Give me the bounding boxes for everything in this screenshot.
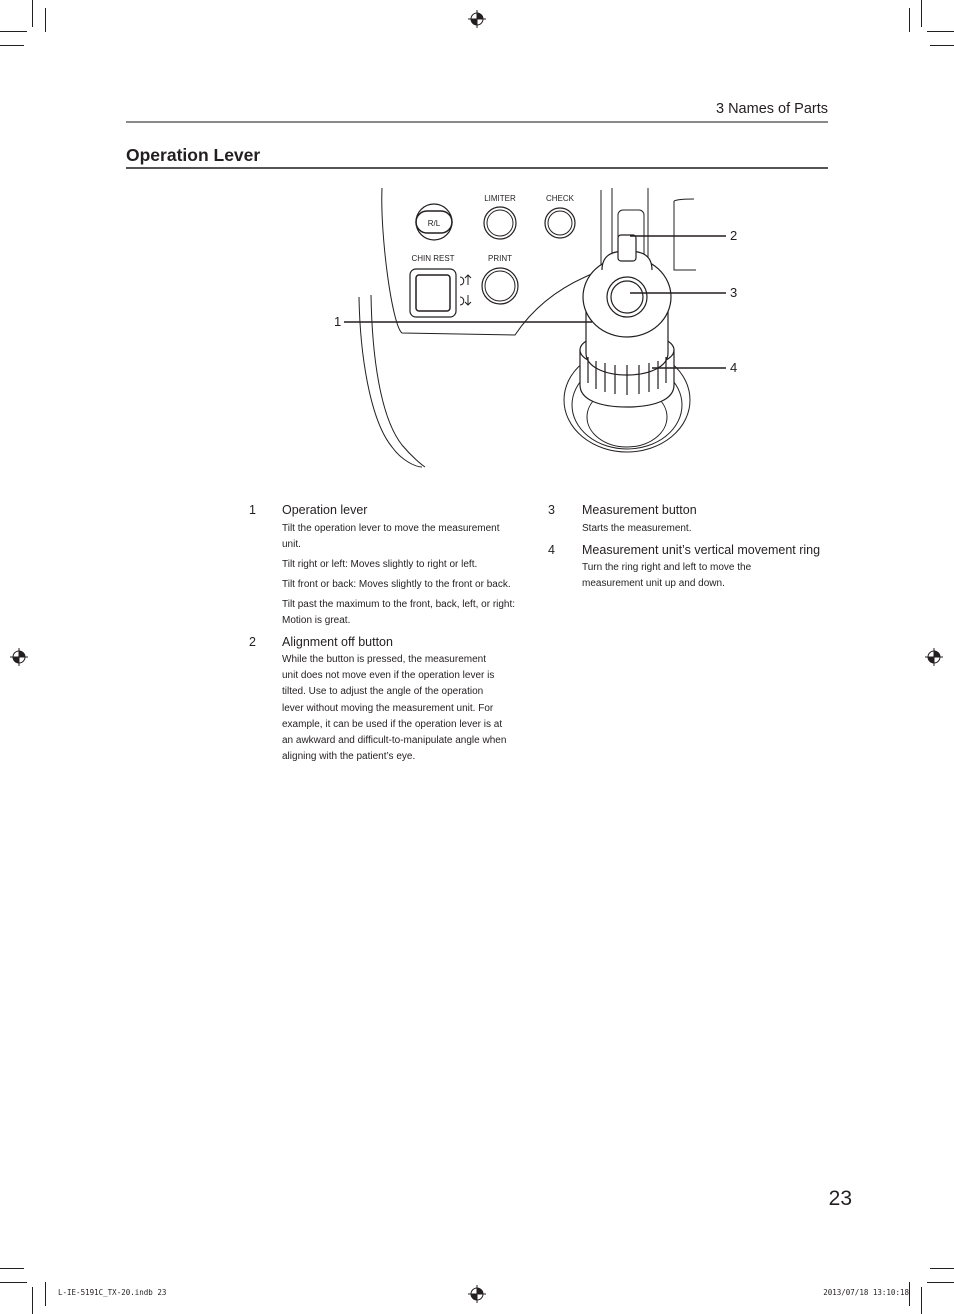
crop-mark — [909, 8, 910, 32]
page-title: Operation Lever — [126, 145, 261, 165]
limiter-label: LIMITER — [484, 194, 516, 203]
crop-mark — [930, 1268, 954, 1269]
crop-mark — [921, 1287, 922, 1314]
footer-file-info: L-IE-5191C_TX-20.indb 23 — [58, 1288, 167, 1297]
crop-mark — [927, 1282, 954, 1283]
section-header: 3 Names of Parts — [715, 101, 828, 117]
registration-mark-icon — [925, 648, 943, 666]
item-number: 4 — [548, 543, 555, 557]
item-description: Starts the measurement. — [582, 523, 692, 534]
item-description: Tilt right or left: Moves slightly to right or left. — [282, 559, 478, 570]
callout-2: 2 — [730, 228, 738, 243]
item-number: 1 — [249, 503, 256, 517]
item-number: 3 — [548, 503, 555, 517]
callout-1: 1 — [334, 314, 342, 329]
crop-mark — [921, 0, 922, 27]
page-number: 23 — [828, 1187, 852, 1210]
crop-mark — [0, 1268, 24, 1269]
item-number: 2 — [249, 635, 256, 649]
footer-timestamp: 2013/07/18 13:10:18 — [823, 1288, 909, 1297]
registration-mark-icon — [468, 10, 486, 28]
item-description: While the button is pressed, the measurement unit does not move even if the operation lever is tilted. Use to adjust the angle of the operation lever without moving the measurement unit. For example, it can be used if the operation lever is at an awkward and difficult-to-manipulate angle when aligning with the patient’s eye. — [282, 654, 507, 763]
operation-lever-illustration — [330, 185, 750, 475]
chin-rest-arrow-icon — [460, 275, 471, 305]
item-title: Alignment off button — [282, 635, 393, 649]
crop-mark — [909, 1282, 910, 1306]
registration-mark-icon — [468, 1285, 486, 1303]
rl-button-label: R/L — [427, 219, 441, 228]
header-rule — [126, 121, 828, 123]
crop-mark — [45, 8, 46, 32]
print-label: PRINT — [488, 254, 512, 263]
crop-mark — [0, 31, 27, 32]
crop-mark — [0, 1282, 27, 1283]
item-description: Turn the ring right and left to move the measurement unit up and down. — [582, 562, 752, 590]
title-rule — [126, 167, 828, 169]
crop-mark — [930, 45, 954, 46]
item-title: Operation lever — [282, 503, 368, 517]
callout-3: 3 — [730, 285, 738, 300]
item-title: Measurement button — [582, 503, 697, 517]
registration-mark-icon — [10, 648, 28, 666]
crop-mark — [927, 31, 954, 32]
crop-mark — [45, 1282, 46, 1306]
item-description: Tilt front or back: Moves slightly to the front or back. — [282, 579, 511, 590]
item-description: Tilt past the maximum to the front, back, left, or right: Motion is great. — [282, 599, 516, 627]
item-description: Tilt the operation lever to move the measurement unit. — [282, 523, 500, 551]
check-label: CHECK — [545, 194, 575, 203]
crop-mark — [32, 1287, 33, 1314]
chin-rest-label: CHIN REST — [411, 254, 455, 263]
crop-mark — [0, 45, 24, 46]
item-title: Measurement unit’s vertical movement ring — [582, 543, 821, 557]
crop-mark — [32, 0, 33, 27]
callout-4: 4 — [730, 360, 738, 375]
